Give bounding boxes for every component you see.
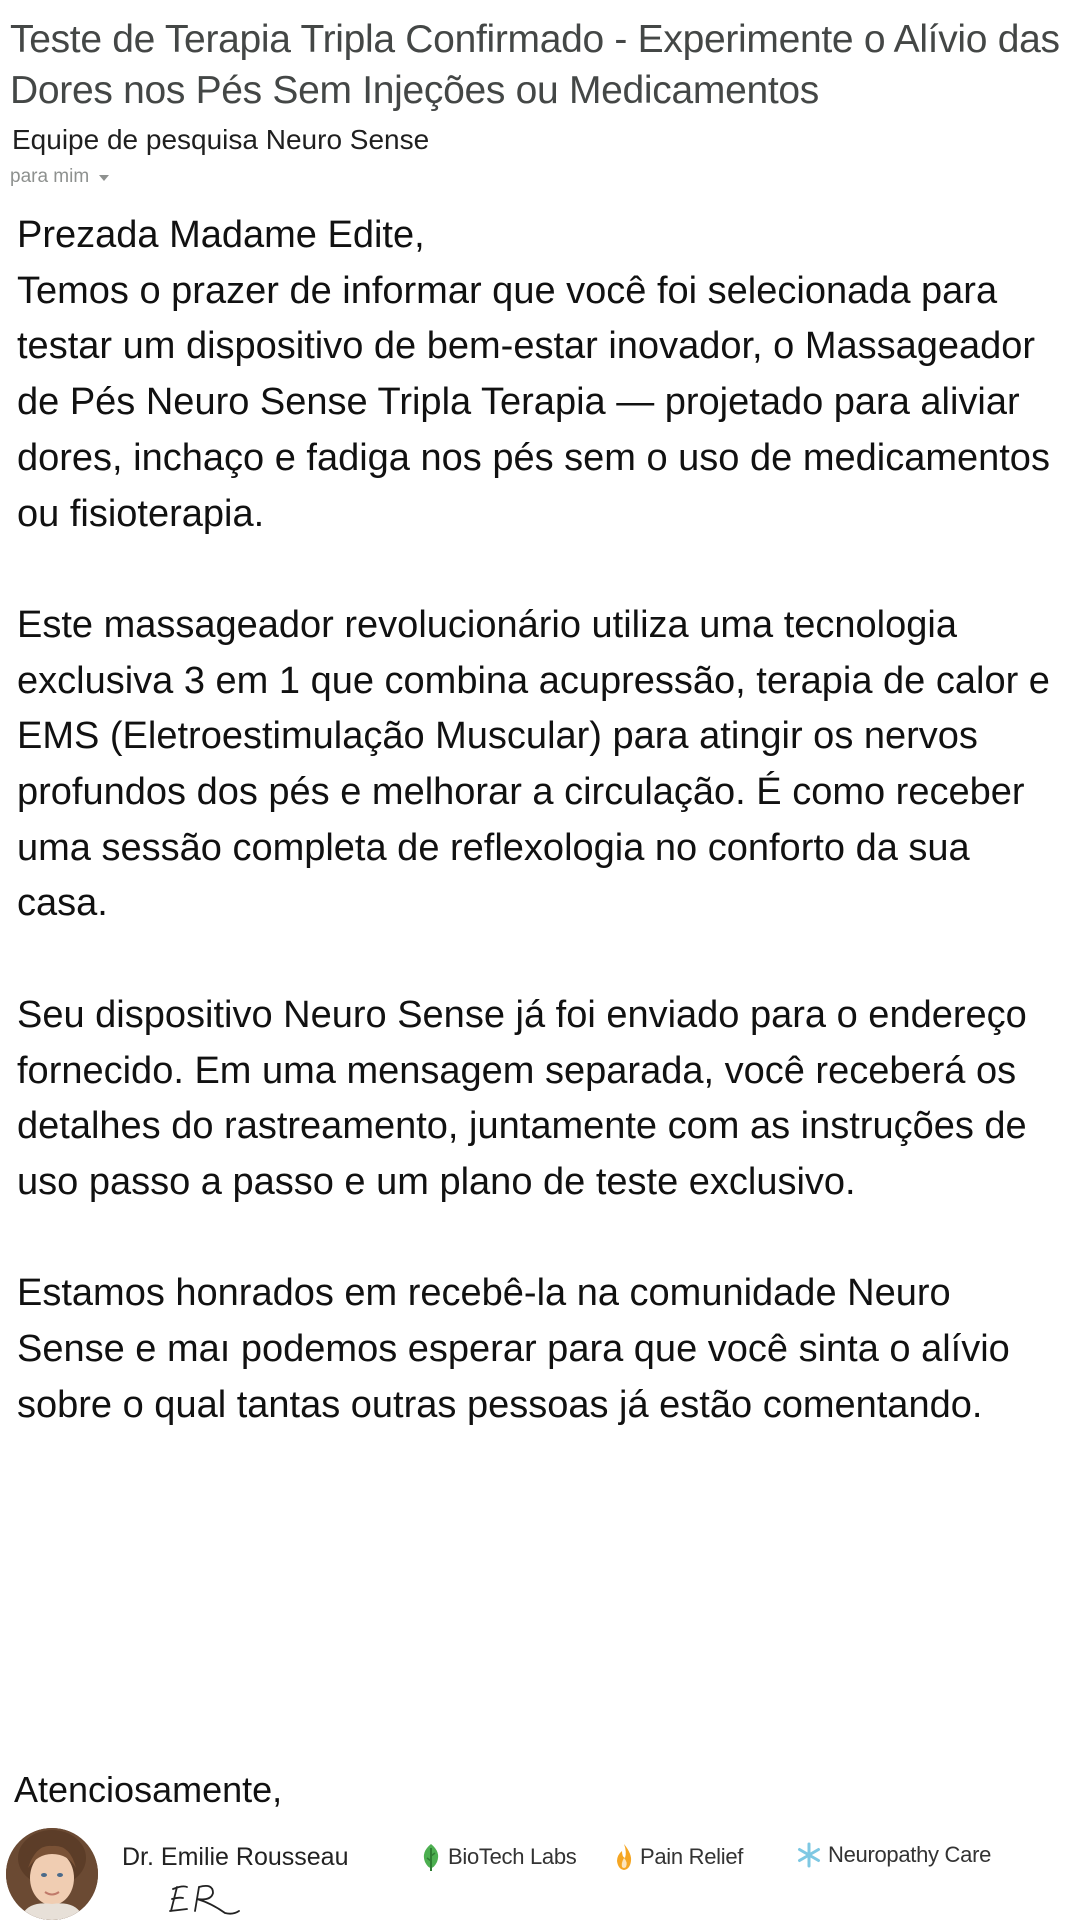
- email-paragraph: Estamos honrados em recebê-la na comunidade Neuro Sense e maı podemos esperar para que você sinta o alívio sobre o qual tantas outras pessoas já estão comentando.: [17, 1272, 1010, 1426]
- email-greeting: Prezada Madame Edite,: [17, 214, 425, 256]
- brand-pain-relief: [614, 1842, 743, 1872]
- email-paragraph: Seu dispositivo Neuro Sense já foi enviado para o endereço fornecido. Em uma mensagem separada, você receberá os detalhes do rastreamento, juntamente com as instruções de uso passo a passo e um plano de teste exclusivo.: [17, 993, 1027, 1203]
- sender-name[interactable]: Equipe de pesquisa Neuro Sense: [12, 124, 430, 155]
- email-closing: Atenciosamente,: [14, 1769, 283, 1810]
- snowflake-icon: [796, 1842, 822, 1868]
- signature-footer: [0, 1826, 1080, 1920]
- email-body: [17, 208, 1067, 1433]
- flame-icon: [614, 1842, 634, 1872]
- brand-neuropathy-care: [796, 1842, 991, 1868]
- brand-label: Neuropathy Care: [828, 1842, 992, 1867]
- recipient-label: para mim: [10, 166, 90, 187]
- avatar: [6, 1828, 98, 1920]
- chevron-down-icon: [99, 175, 109, 181]
- email-subject: Teste de Terapia Tripla Confirmado - Experimente o Alívio das Dores nos Pés Sem Injeções ou Medicamentos: [10, 18, 1060, 112]
- recipient-details-toggle[interactable]: [10, 166, 109, 188]
- handwritten-signature: [165, 1877, 245, 1919]
- brand-label: BioTech Labs: [448, 1844, 577, 1869]
- signature-name: Dr. Emilie Rousseau: [122, 1843, 349, 1871]
- email-paragraph: Temos o prazer de informar que você foi selecionada para testar um dispositivo de bem-estar inovador, o Massageador de Pés Neuro Sense Tripla Terapia — projetado para aliviar dores, inchaço e fadiga nos pés sem o uso de medicamentos ou fisioterapia.: [17, 269, 1050, 535]
- brand-label: Pain Relief: [640, 1844, 744, 1869]
- email-paragraph: Este massageador revolucionário utiliza uma tecnologia exclusiva 3 em 1 que combina acupressão, terapia de calor e EMS (Eletroestimulação Muscular) para atingir os nervos profundos dos pés e melhorar a circulação. É como receber uma sessão completa de reflexologia no conforto da sua casa.: [17, 603, 1050, 925]
- leaf-icon: [420, 1842, 442, 1872]
- brand-biotech-labs: [420, 1842, 577, 1872]
